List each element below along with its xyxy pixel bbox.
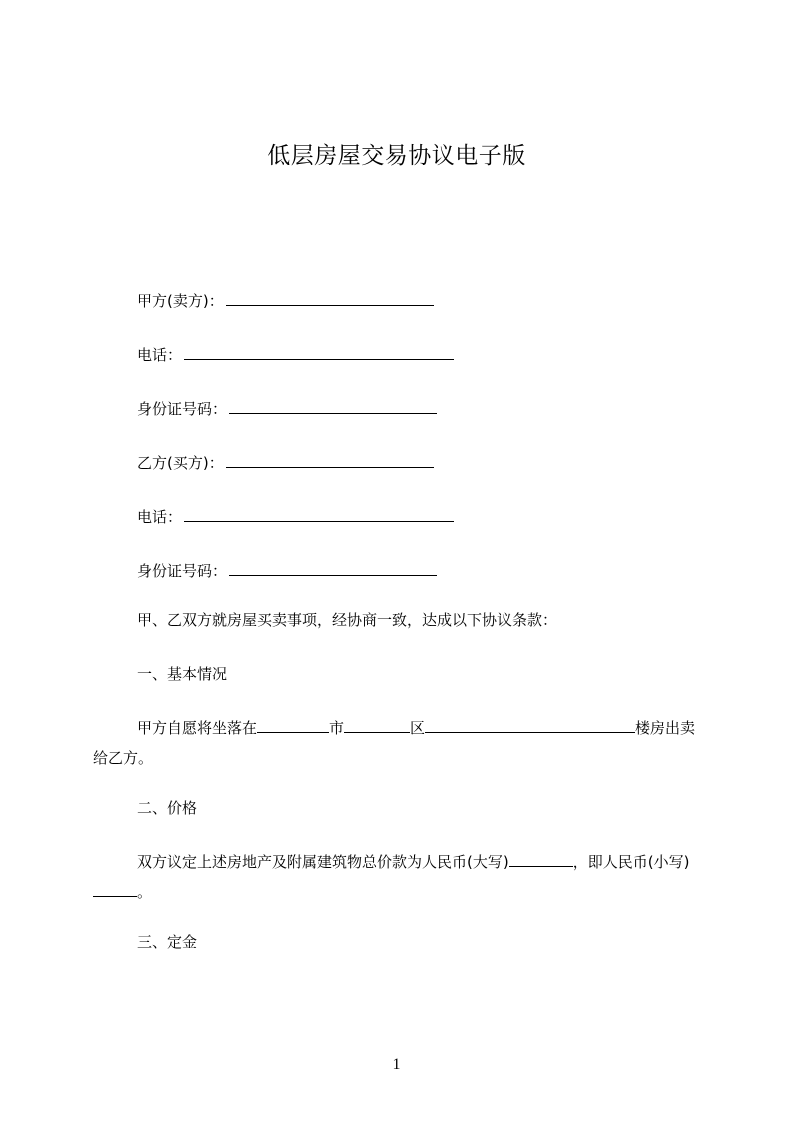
seller-id-blank[interactable]	[229, 397, 437, 414]
section-heading-price: 二、价格	[137, 799, 198, 817]
seller-id-field	[137, 397, 437, 420]
address-blank[interactable]	[425, 717, 635, 733]
buyer-id-field	[137, 559, 437, 582]
seller-id-label: 身份证号码：	[137, 400, 228, 418]
basic-info-text-d: 楼房出卖给乙方。	[93, 719, 696, 767]
seller-phone-field	[137, 343, 454, 366]
buyer-phone-label: 电话：	[137, 508, 183, 526]
price-lowercase-blank[interactable]	[93, 881, 137, 897]
district-blank[interactable]	[344, 717, 410, 733]
seller-phone-label: 电话：	[137, 346, 183, 364]
basic-info-text-b: 市	[329, 719, 345, 737]
price-uppercase-blank[interactable]	[509, 851, 573, 867]
price-text-c: 。	[137, 883, 153, 901]
seller-phone-blank[interactable]	[184, 343, 454, 360]
price-text-a: 双方议定上述房地产及附属建筑物总价款为人民币(大写)	[137, 853, 509, 871]
buyer-name-label: 乙方(买方)：	[137, 454, 224, 472]
section-heading-deposit: 三、定金	[137, 933, 198, 951]
buyer-name-blank[interactable]	[226, 451, 434, 468]
seller-name-field	[137, 289, 434, 312]
buyer-phone-field	[137, 505, 454, 528]
basic-info-text-a: 甲方自愿将坐落在	[137, 719, 258, 737]
page-number: 1	[392, 1056, 401, 1073]
price-text-b: ，即人民币(小写)	[572, 853, 690, 871]
city-blank[interactable]	[257, 717, 329, 733]
buyer-name-field	[137, 451, 434, 474]
basic-info-paragraph	[93, 713, 703, 773]
buyer-phone-blank[interactable]	[184, 505, 454, 522]
seller-name-label: 甲方(卖方)：	[137, 292, 224, 310]
section-heading-basic: 一、基本情况	[137, 665, 228, 683]
buyer-id-blank[interactable]	[229, 559, 437, 576]
seller-name-blank[interactable]	[226, 289, 434, 306]
buyer-id-label: 身份证号码：	[137, 562, 228, 580]
document-title: 低层房屋交易协议电子版	[267, 143, 526, 169]
basic-info-text-c: 区	[410, 719, 426, 737]
intro-paragraph: 甲、乙双方就房屋买卖事项，经协商一致，达成以下协议条款：	[137, 611, 558, 629]
price-paragraph	[93, 847, 703, 907]
